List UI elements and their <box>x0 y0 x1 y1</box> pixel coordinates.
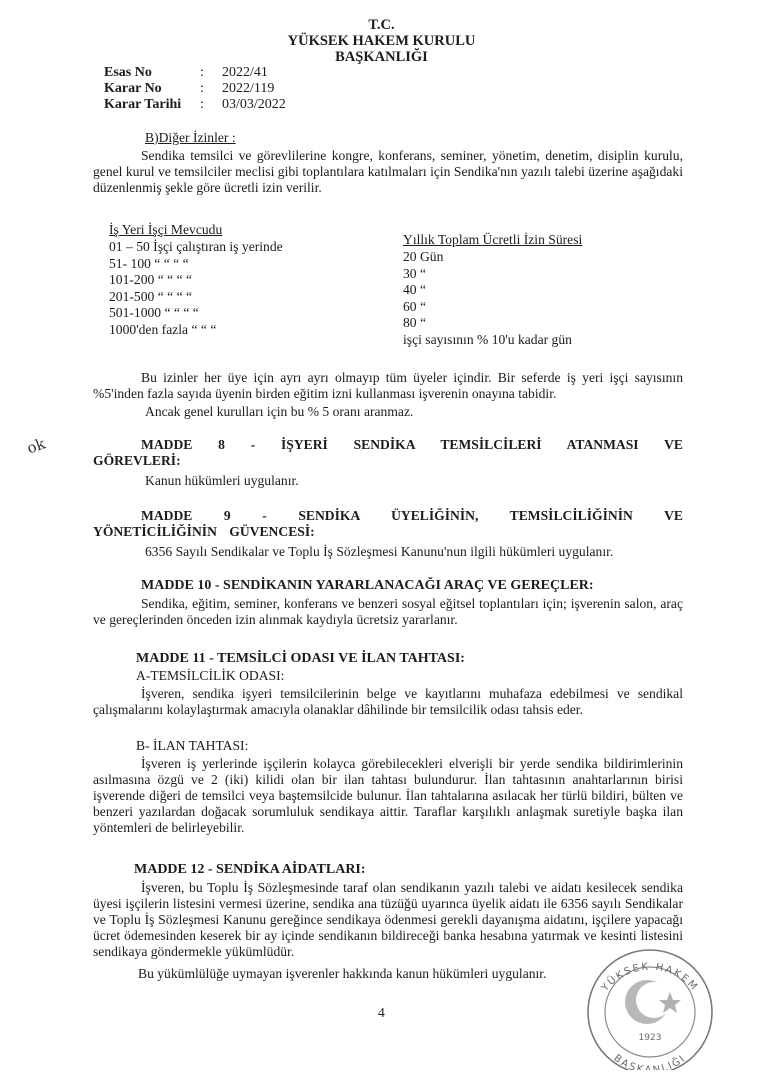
madde-8-body: Kanun hükümleri uygulanır. <box>145 473 299 488</box>
table-right-row: 40 “ <box>403 282 427 297</box>
meta-value-esas: 2022/41 <box>222 65 268 80</box>
meta-sep: : <box>200 97 204 112</box>
madde-11-a-title: A-TEMSİLCİLİK ODASI: <box>136 668 285 683</box>
meta-sep: : <box>200 81 204 96</box>
meta-label-karar-tarihi: Karar Tarihi <box>104 97 182 112</box>
after-table-paragraph: Bu izinler her üye için ayrı ayrı olmayıp tüm üyeler içindir. Bir seferde iş yeri işçi sayısının %5'inden fazla sayıda üyenin birden eğitim izni kullanması işverenin onayına tabidir. <box>93 370 683 401</box>
table-left-row: 1000'den fazla “ “ “ <box>109 321 217 337</box>
meta-label-karar: Karar No <box>104 81 162 96</box>
table-left-row: 501-1000 “ “ “ “ <box>109 305 199 320</box>
table-left-row: 101-200 “ “ “ “ <box>109 272 193 287</box>
header-institution: YÜKSEK HAKEM KURULU <box>287 33 476 49</box>
table-right-header: Yıllık Toplam Ücretli İzin Süresi <box>403 232 583 247</box>
seal-stamp-icon <box>575 940 725 1070</box>
table-right-row: 20 Gün <box>403 249 444 264</box>
madde-11-a-body: İşveren, sendika işyeri temsilcilerinin belge ve kayıtlarını muhafaza edebilmesi ve sendikal çalışmalarını kolaylaştırmak amacıyla olanaklar dâhilinde bir temsilcilik odası tahsis eder. <box>93 686 683 717</box>
after-table-note: Ancak genel kurulları için bu % 5 oranı aranmaz. <box>145 404 414 419</box>
madde-12-closing: Bu yükümlülüğe uymayan işverenler hakkında kanun hükümleri uygulanır. <box>138 966 547 981</box>
madde-10-body: Sendika, eğitim, seminer, konferans ve benzeri sosyal eğitsel toplantıları için; işverenin salon, araç ve gereçlerinden önceden izin alınmak kaydıyla ücretsiz yararlanır. <box>93 596 683 627</box>
table-right-column <box>403 249 572 348</box>
madde-9-title: MADDE 9 - SENDİKA ÜYELİĞİNİN, TEMSİLCİLİĞİNİN VE YÖNETİCİLİĞİNİN GÜVENCESİ: <box>93 508 683 539</box>
official-seal <box>575 940 725 1070</box>
table-left-row: 51- 100 “ “ “ “ <box>109 255 189 271</box>
meta-value-karar: 2022/119 <box>222 81 275 96</box>
madde-11-b-title: B- İLAN TAHTASI: <box>136 738 249 753</box>
margin-initial-mark: ok <box>24 434 48 458</box>
madde-11-b-body: İşveren iş yerlerinde işçilerin kolayca görebilecekleri elverişli bir yerde sendika bildirimlerinin asılmasına özgü ve 2 (iki) kilidi olan bir ilan tahtası bulundurur. İlan tahtasının anahtarlarının birisi işverende diğeri de temsilci veya baştemsilcide bulunur. İlan tahtalarına asılacak her türlü bildiri, bülten ve benzeri yazılardan doğacak sorumluluk sendikaya aittir. Taraflar karşılıklı anlaşmak suretiyle başka ilan yöntemleri de belirleyebilir. <box>93 756 683 835</box>
meta-label-esas: Esas No <box>104 65 152 80</box>
table-right-row: 60 “ <box>403 298 427 314</box>
svg-text:BAŞKANLIĞI <box>611 1053 688 1070</box>
madde-9-body: 6356 Sayılı Sendikalar ve Toplu İş Sözleşmesi Kanunu'nun ilgili hükümleri uygulanır. <box>145 544 614 559</box>
table-right-row: 30 “ <box>403 265 427 281</box>
page-number: 4 <box>378 1005 385 1020</box>
madde-11-title: MADDE 11 - TEMSİLCİ ODASI VE İLAN TAHTASI: <box>136 651 465 666</box>
table-left-row: 01 – 50 İşçi çalıştıran iş yerinde <box>109 239 283 254</box>
table-right-row: 80 “ <box>403 315 427 330</box>
table-left-header: İş Yeri İşçi Mevcudu <box>109 222 223 237</box>
seal-year: 1923 <box>638 1033 662 1043</box>
meta-sep: : <box>200 65 204 80</box>
section-b-title: B)Diğer İzinler : <box>145 130 236 145</box>
madde-10-title: MADDE 10 - SENDİKANIN YARARLANACAĞI ARAÇ VE GEREÇLER: <box>141 578 594 593</box>
meta-value-karar-tarihi: 03/03/2022 <box>222 97 286 112</box>
table-left-row: 201-500 “ “ “ “ <box>109 288 193 304</box>
madde-12-title: MADDE 12 - SENDİKA AİDATLARI: <box>134 862 366 877</box>
madde-8-title: MADDE 8 - İŞYERİ SENDİKA TEMSİLCİLERİ ATANMASI VE GÖREVLERİ: <box>93 437 683 468</box>
table-right-row: işçi sayısının % 10'u kadar gün <box>403 331 572 347</box>
seal-top-text: YÜKSEK HAKEM <box>599 961 701 994</box>
seal-bottom-text: BAŞK NLIĞI <box>611 1052 689 1070</box>
header-tc: T.C. <box>368 17 395 33</box>
header-presidency: BAŞKANLIĞI <box>335 49 428 65</box>
table-left-column <box>109 239 283 338</box>
section-b-paragraph: Sendika temsilci ve görevlilerine kongre, konferans, seminer, yönetim, denetim, disiplin kurulu, genel kurul ve temsilciler meclisi gibi toplantılara katılmaları için Sendika'nın yazılı talebi üzerine aşağıdaki düzenlenmiş şekle göre ücretli izin verilir. <box>93 148 683 195</box>
madde-12-paragraph: İşveren, bu Toplu İş Sözleşmesinde taraf olan sendikanın yazılı talebi ve aidatı kesilecek sendika üyesi işçilerin listesini vermesi üzerine, sendika ana tüzüğü uyarınca üyelik aidatı ile 6356 sayılı Sendikalar ve Toplu İş Sözleşmesi Kanunu gereğince sendikaya ödenmesi gerekli dayanışma aidatını, işçilere yapacağı ücret ödemesinden keserek bir ay içinde sendikanın bildireceği banka hesabına yatırmak ve kesinti listesini sendikaya göndermekle yükümlüdür. <box>93 880 683 959</box>
